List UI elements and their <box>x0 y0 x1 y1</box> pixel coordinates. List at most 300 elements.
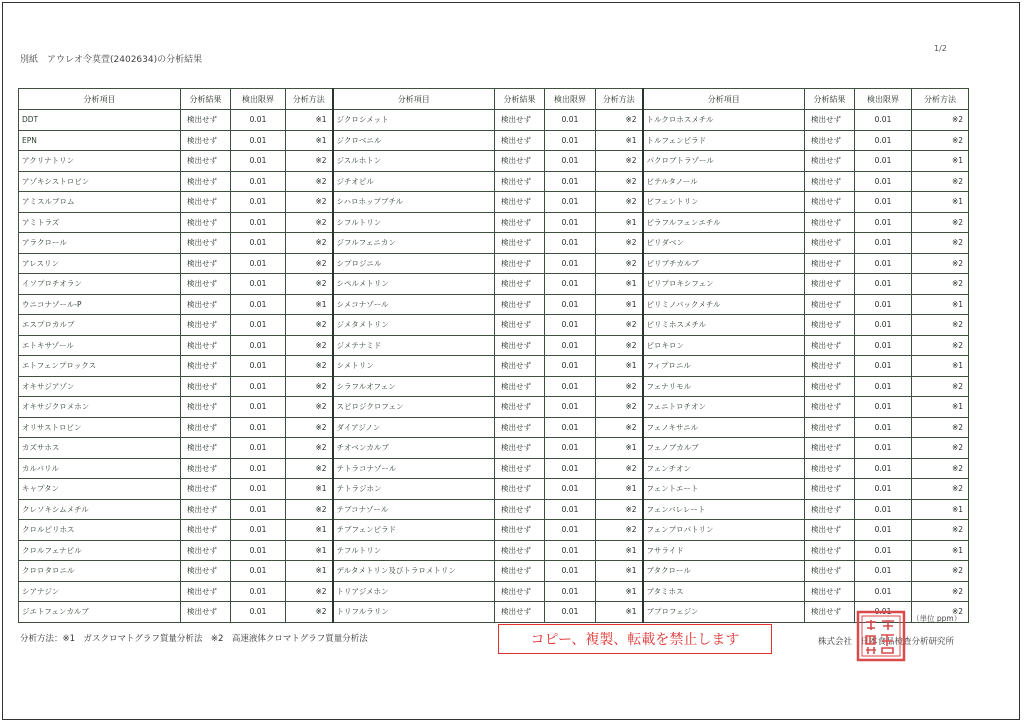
cell-method: ※2 <box>286 397 333 418</box>
cell-limit: 0.01 <box>231 540 286 561</box>
cell-limit: 0.01 <box>855 253 912 274</box>
cell-limit: 0.01 <box>231 253 286 274</box>
cell-item: テブコナゾール <box>333 499 495 520</box>
cell-method: ※1 <box>596 294 643 315</box>
cell-result: 検出せず <box>495 274 545 295</box>
cell-result: 検出せず <box>181 376 231 397</box>
cell-limit: 0.01 <box>855 376 912 397</box>
cell-method: ※2 <box>286 417 333 438</box>
cell-item: ピラフルフェンエチル <box>643 212 805 233</box>
table-row <box>19 253 969 274</box>
cell-result: 検出せず <box>495 130 545 151</box>
cell-item: クロルフェナピル <box>19 540 181 561</box>
cell-method: ※1 <box>596 356 643 377</box>
cell-item: ジエトフェンカルブ <box>19 602 181 623</box>
cell-item: アラクロール <box>19 233 181 254</box>
analysis-method-legend: 分析方法：※1 ガスクロマトグラフ質量分析法 ※2 高速液体クロマトグラフ質量分析法 <box>20 634 368 644</box>
cell-item: カルバリル <box>19 458 181 479</box>
cell-result: 検出せず <box>805 130 855 151</box>
cell-limit: 0.01 <box>231 233 286 254</box>
cell-method: ※1 <box>912 151 969 172</box>
analysis-results-table <box>18 88 969 623</box>
cell-item: フェナリモル <box>643 376 805 397</box>
cell-limit: 0.01 <box>855 130 912 151</box>
cell-limit: 0.01 <box>855 397 912 418</box>
cell-limit: 0.01 <box>855 315 912 336</box>
cell-limit: 0.01 <box>855 212 912 233</box>
cell-limit: 0.01 <box>231 212 286 233</box>
cell-method: ※2 <box>596 253 643 274</box>
cell-item: スピロジクロフェン <box>333 397 495 418</box>
cell-item: フェニトロチオン <box>643 397 805 418</box>
cell-method: ※1 <box>912 540 969 561</box>
cell-limit: 0.01 <box>231 458 286 479</box>
cell-result: 検出せず <box>805 233 855 254</box>
cell-limit: 0.01 <box>545 315 596 336</box>
cell-limit: 0.01 <box>545 520 596 541</box>
cell-item: アミトラズ <box>19 212 181 233</box>
cell-result: 検出せず <box>181 110 231 131</box>
cell-item: エトキサゾール <box>19 335 181 356</box>
cell-item: ジスルホトン <box>333 151 495 172</box>
company-name: 株式会社 日本食品検査分析研究所 <box>818 637 955 647</box>
cell-item: ピリブチカルブ <box>643 253 805 274</box>
cell-result: 検出せず <box>181 540 231 561</box>
table-row <box>19 458 969 479</box>
cell-method: ※2 <box>596 376 643 397</box>
cell-limit: 0.01 <box>545 499 596 520</box>
cell-result: 検出せず <box>805 499 855 520</box>
cell-method: ※2 <box>286 212 333 233</box>
cell-result: 検出せず <box>495 499 545 520</box>
cell-item: ビフェントリン <box>643 192 805 213</box>
cell-result: 検出せず <box>805 397 855 418</box>
cell-limit: 0.01 <box>855 499 912 520</box>
cell-item: フェンバレレート <box>643 499 805 520</box>
unit-note: （単位 ppm） <box>912 614 962 623</box>
cell-result: 検出せず <box>495 171 545 192</box>
cell-method: ※2 <box>912 212 969 233</box>
cell-limit: 0.01 <box>231 417 286 438</box>
cell-limit: 0.01 <box>545 274 596 295</box>
cell-item: ビテルタノール <box>643 171 805 192</box>
cell-limit: 0.01 <box>855 151 912 172</box>
cell-limit: 0.01 <box>855 602 912 623</box>
cell-result: 検出せず <box>495 520 545 541</box>
table-row <box>19 130 969 151</box>
cell-method: ※2 <box>596 192 643 213</box>
cell-result: 検出せず <box>805 110 855 131</box>
cell-method: ※2 <box>596 520 643 541</box>
cell-method: ※1 <box>596 581 643 602</box>
cell-result: 検出せず <box>495 192 545 213</box>
cell-method: ※2 <box>286 458 333 479</box>
cell-item: ブプロフェジン <box>643 602 805 623</box>
cell-item: シメトリン <box>333 356 495 377</box>
cell-limit: 0.01 <box>545 171 596 192</box>
cell-item: エトフェンプロックス <box>19 356 181 377</box>
cell-limit: 0.01 <box>545 561 596 582</box>
table-row <box>19 315 969 336</box>
cell-method: ※2 <box>596 335 643 356</box>
cell-item: チオベンカルブ <box>333 438 495 459</box>
cell-result: 検出せず <box>181 274 231 295</box>
cell-limit: 0.01 <box>855 192 912 213</box>
cell-limit: 0.01 <box>231 274 286 295</box>
cell-method: ※1 <box>286 130 333 151</box>
cell-item: パクロブトラゾール <box>643 151 805 172</box>
cell-method: ※2 <box>286 233 333 254</box>
cell-item: ダイアジノン <box>333 417 495 438</box>
cell-item: オリサストロビン <box>19 417 181 438</box>
cell-method: ※1 <box>912 356 969 377</box>
cell-item: エスプロカルブ <box>19 315 181 336</box>
cell-limit: 0.01 <box>545 151 596 172</box>
cell-limit: 0.01 <box>545 479 596 500</box>
table-row <box>19 171 969 192</box>
cell-method: ※2 <box>596 171 643 192</box>
cell-method: ※1 <box>596 561 643 582</box>
cell-result: 検出せず <box>181 335 231 356</box>
cell-method: ※2 <box>596 417 643 438</box>
cell-item: シハロホップブチル <box>333 192 495 213</box>
cell-item: ジクロベニル <box>333 130 495 151</box>
column-header-result: 分析結果 <box>805 89 855 110</box>
cell-result: 検出せず <box>495 479 545 500</box>
cell-method: ※2 <box>286 499 333 520</box>
cell-item: シアナジン <box>19 581 181 602</box>
cell-method: ※2 <box>912 458 969 479</box>
cell-result: 検出せず <box>181 294 231 315</box>
cell-result: 検出せず <box>805 520 855 541</box>
cell-limit: 0.01 <box>855 171 912 192</box>
cell-method: ※2 <box>286 274 333 295</box>
cell-method: ※1 <box>286 561 333 582</box>
cell-item: ピリミノバックメチル <box>643 294 805 315</box>
cell-result: 検出せず <box>181 130 231 151</box>
cell-limit: 0.01 <box>855 294 912 315</box>
cell-method: ※1 <box>596 438 643 459</box>
cell-item: トルクロホスメチル <box>643 110 805 131</box>
cell-result: 検出せず <box>805 417 855 438</box>
cell-method: ※1 <box>286 520 333 541</box>
cell-method: ※1 <box>912 397 969 418</box>
cell-result: 検出せず <box>495 233 545 254</box>
cell-method: ※1 <box>596 274 643 295</box>
cell-item: フィプロニル <box>643 356 805 377</box>
cell-item: テフルトリン <box>333 540 495 561</box>
cell-limit: 0.01 <box>545 458 596 479</box>
cell-method: ※2 <box>912 335 969 356</box>
cell-method: ※1 <box>596 479 643 500</box>
cell-method: ※2 <box>912 233 969 254</box>
column-header-result: 分析結果 <box>495 89 545 110</box>
cell-item: ジメテナミド <box>333 335 495 356</box>
cell-limit: 0.01 <box>545 253 596 274</box>
cell-item: トリフルラリン <box>333 602 495 623</box>
cell-result: 検出せず <box>181 253 231 274</box>
cell-item: フェノブカルブ <box>643 438 805 459</box>
cell-limit: 0.01 <box>855 274 912 295</box>
company-seal-icon <box>856 610 906 662</box>
cell-result: 検出せず <box>805 561 855 582</box>
cell-result: 検出せず <box>805 151 855 172</box>
table-row <box>19 294 969 315</box>
cell-limit: 0.01 <box>855 417 912 438</box>
cell-method: ※2 <box>912 274 969 295</box>
cell-limit: 0.01 <box>231 110 286 131</box>
cell-item: ピリミホスメチル <box>643 315 805 336</box>
cell-method: ※1 <box>596 130 643 151</box>
cell-method: ※2 <box>286 602 333 623</box>
cell-limit: 0.01 <box>545 602 596 623</box>
cell-item: シラフルオフェン <box>333 376 495 397</box>
cell-limit: 0.01 <box>545 233 596 254</box>
cell-limit: 0.01 <box>231 192 286 213</box>
cell-item: クロロタロニル <box>19 561 181 582</box>
table-row <box>19 356 969 377</box>
cell-method: ※2 <box>912 581 969 602</box>
cell-item: アゾキシストロビン <box>19 171 181 192</box>
document-title: 別紙 アウレオ令莫萱(2402634)の分析結果 <box>20 55 203 65</box>
cell-result: 検出せず <box>805 581 855 602</box>
cell-limit: 0.01 <box>855 438 912 459</box>
cell-method: ※1 <box>596 540 643 561</box>
cell-limit: 0.01 <box>231 376 286 397</box>
cell-item: トリアジメホン <box>333 581 495 602</box>
cell-method: ※2 <box>596 315 643 336</box>
table-row <box>19 151 969 172</box>
cell-limit: 0.01 <box>231 561 286 582</box>
cell-result: 検出せず <box>181 499 231 520</box>
table-row <box>19 110 969 131</box>
cell-result: 検出せず <box>495 315 545 336</box>
cell-result: 検出せず <box>495 581 545 602</box>
cell-item: カズサホス <box>19 438 181 459</box>
table-row <box>19 479 969 500</box>
cell-result: 検出せず <box>495 253 545 274</box>
cell-result: 検出せず <box>495 212 545 233</box>
cell-limit: 0.01 <box>855 458 912 479</box>
cell-result: 検出せず <box>805 253 855 274</box>
cell-item: シペルメトリン <box>333 274 495 295</box>
cell-method: ※2 <box>596 233 643 254</box>
cell-limit: 0.01 <box>231 602 286 623</box>
cell-limit: 0.01 <box>855 561 912 582</box>
cell-result: 検出せず <box>495 110 545 131</box>
table-row <box>19 417 969 438</box>
cell-method: ※2 <box>596 397 643 418</box>
cell-result: 検出せず <box>805 335 855 356</box>
cell-limit: 0.01 <box>855 479 912 500</box>
table-row <box>19 274 969 295</box>
cell-result: 検出せず <box>495 540 545 561</box>
cell-item: クロルピリホス <box>19 520 181 541</box>
cell-method: ※2 <box>912 561 969 582</box>
cell-result: 検出せず <box>181 438 231 459</box>
cell-item: ジフルフェニカン <box>333 233 495 254</box>
cell-result: 検出せず <box>805 192 855 213</box>
cell-item: テトラコナゾール <box>333 458 495 479</box>
cell-limit: 0.01 <box>855 540 912 561</box>
cell-result: 検出せず <box>805 315 855 336</box>
cell-method: ※1 <box>286 110 333 131</box>
cell-method: ※2 <box>286 335 333 356</box>
cell-result: 検出せず <box>181 233 231 254</box>
column-header-limit: 検出限界 <box>545 89 596 110</box>
cell-method: ※2 <box>286 356 333 377</box>
cell-method: ※2 <box>912 520 969 541</box>
cell-result: 検出せず <box>495 376 545 397</box>
column-header-limit: 検出限界 <box>231 89 286 110</box>
cell-limit: 0.01 <box>545 376 596 397</box>
cell-method: ※2 <box>912 171 969 192</box>
cell-limit: 0.01 <box>855 581 912 602</box>
cell-result: 検出せず <box>495 356 545 377</box>
cell-method: ※2 <box>286 151 333 172</box>
cell-limit: 0.01 <box>231 315 286 336</box>
cell-item: ジチオピル <box>333 171 495 192</box>
cell-item: DDT <box>19 110 181 131</box>
table-row <box>19 212 969 233</box>
cell-limit: 0.01 <box>855 233 912 254</box>
cell-method: ※1 <box>286 479 333 500</box>
cell-limit: 0.01 <box>231 520 286 541</box>
cell-result: 検出せず <box>181 356 231 377</box>
cell-item: テトラジホン <box>333 479 495 500</box>
cell-result: 検出せず <box>495 417 545 438</box>
cell-method: ※2 <box>912 417 969 438</box>
cell-limit: 0.01 <box>545 438 596 459</box>
cell-item: クレソキシムメチル <box>19 499 181 520</box>
cell-item: テブフェンピラド <box>333 520 495 541</box>
cell-item: キャプタン <box>19 479 181 500</box>
cell-item: オキサジクロメホン <box>19 397 181 418</box>
cell-method: ※2 <box>286 315 333 336</box>
cell-result: 検出せず <box>181 520 231 541</box>
cell-limit: 0.01 <box>545 581 596 602</box>
cell-result: 検出せず <box>495 438 545 459</box>
cell-method: ※2 <box>912 110 969 131</box>
cell-limit: 0.01 <box>855 335 912 356</box>
column-header-result: 分析結果 <box>181 89 231 110</box>
cell-result: 検出せず <box>805 356 855 377</box>
cell-limit: 0.01 <box>231 335 286 356</box>
table-row <box>19 499 969 520</box>
column-header-item: 分析項目 <box>19 89 181 110</box>
cell-method: ※1 <box>286 540 333 561</box>
cell-item: ジメタメトリン <box>333 315 495 336</box>
cell-method: ※2 <box>286 253 333 274</box>
cell-method: ※2 <box>912 253 969 274</box>
cell-item: オキサジアゾン <box>19 376 181 397</box>
cell-item: ウニコナゾール-P <box>19 294 181 315</box>
cell-limit: 0.01 <box>231 397 286 418</box>
cell-method: ※1 <box>912 294 969 315</box>
cell-item: フェンプロパトリン <box>643 520 805 541</box>
cell-result: 検出せず <box>495 561 545 582</box>
table-row <box>19 192 969 213</box>
cell-limit: 0.01 <box>231 294 286 315</box>
cell-item: アレスリン <box>19 253 181 274</box>
cell-item: EPN <box>19 130 181 151</box>
column-header-item: 分析項目 <box>643 89 805 110</box>
cell-method: ※2 <box>596 499 643 520</box>
column-header-method: 分析方法 <box>596 89 643 110</box>
cell-result: 検出せず <box>181 561 231 582</box>
cell-method: ※2 <box>286 376 333 397</box>
cell-result: 検出せず <box>805 602 855 623</box>
cell-result: 検出せず <box>181 212 231 233</box>
page-number: 1/2 <box>934 44 947 53</box>
cell-method: ※2 <box>912 376 969 397</box>
cell-item: ブタミホス <box>643 581 805 602</box>
cell-result: 検出せず <box>805 376 855 397</box>
cell-limit: 0.01 <box>545 356 596 377</box>
cell-method: ※2 <box>286 581 333 602</box>
cell-result: 検出せず <box>805 212 855 233</box>
column-header-item: 分析項目 <box>333 89 495 110</box>
cell-result: 検出せず <box>181 417 231 438</box>
cell-item: シプロジニル <box>333 253 495 274</box>
cell-limit: 0.01 <box>855 520 912 541</box>
table-row <box>19 540 969 561</box>
cell-limit: 0.01 <box>545 192 596 213</box>
cell-limit: 0.01 <box>231 171 286 192</box>
cell-method: ※2 <box>912 602 969 623</box>
cell-result: 検出せず <box>181 192 231 213</box>
table-row <box>19 561 969 582</box>
cell-result: 検出せず <box>805 274 855 295</box>
cell-item: シメコナゾール <box>333 294 495 315</box>
cell-result: 検出せず <box>181 171 231 192</box>
cell-result: 検出せず <box>181 581 231 602</box>
table-row <box>19 233 969 254</box>
cell-result: 検出せず <box>181 458 231 479</box>
cell-result: 検出せず <box>805 171 855 192</box>
cell-limit: 0.01 <box>545 294 596 315</box>
cell-method: ※2 <box>912 315 969 336</box>
table-row <box>19 376 969 397</box>
cell-limit: 0.01 <box>545 212 596 233</box>
cell-result: 検出せず <box>495 602 545 623</box>
cell-limit: 0.01 <box>231 438 286 459</box>
cell-result: 検出せず <box>181 151 231 172</box>
copy-prohibited-notice: コピー、複製、転載を禁止します <box>498 624 772 654</box>
cell-method: ※2 <box>596 110 643 131</box>
cell-limit: 0.01 <box>545 540 596 561</box>
column-header-method: 分析方法 <box>286 89 333 110</box>
cell-method: ※2 <box>286 171 333 192</box>
cell-limit: 0.01 <box>545 110 596 131</box>
cell-item: ピロキロン <box>643 335 805 356</box>
table-row <box>19 438 969 459</box>
cell-limit: 0.01 <box>855 356 912 377</box>
cell-method: ※2 <box>912 438 969 459</box>
table-row <box>19 397 969 418</box>
table-row <box>19 520 969 541</box>
cell-method: ※1 <box>596 602 643 623</box>
cell-limit: 0.01 <box>545 335 596 356</box>
cell-limit: 0.01 <box>231 479 286 500</box>
cell-method: ※1 <box>286 294 333 315</box>
cell-method: ※2 <box>912 479 969 500</box>
cell-result: 検出せず <box>805 438 855 459</box>
cell-result: 検出せず <box>495 151 545 172</box>
cell-method: ※2 <box>912 130 969 151</box>
cell-item: フェンチオン <box>643 458 805 479</box>
cell-result: 検出せず <box>495 335 545 356</box>
